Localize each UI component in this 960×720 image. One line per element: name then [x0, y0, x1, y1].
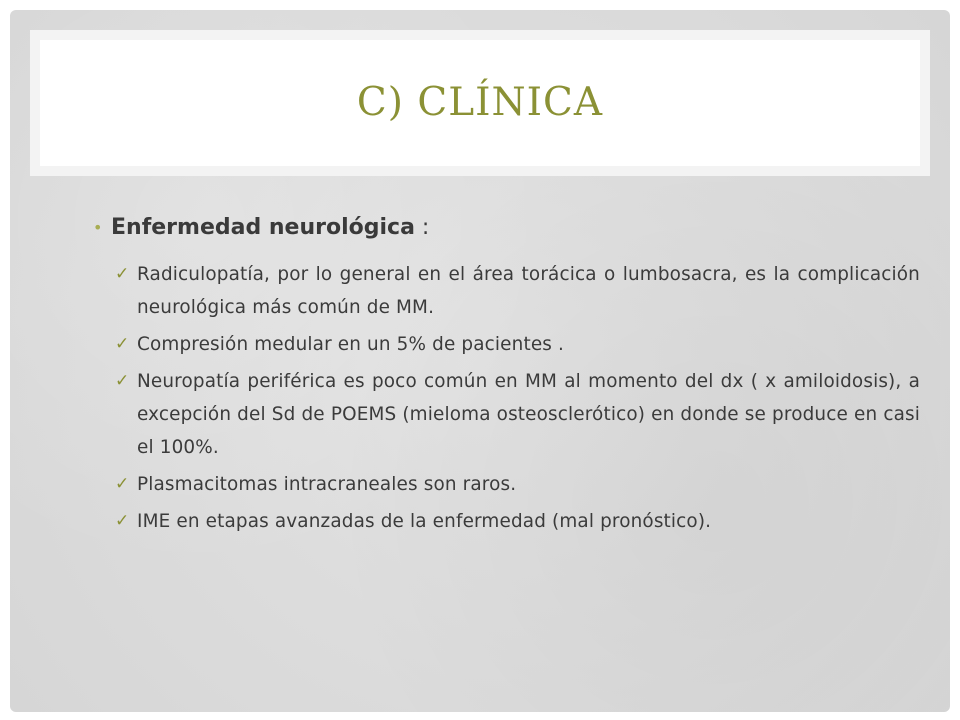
round-bullet-icon: •	[93, 218, 103, 237]
checkmark-icon: ✓	[115, 371, 130, 391]
list-item	[95, 505, 920, 538]
list-item	[95, 258, 920, 324]
title-box	[40, 40, 920, 166]
list-item-text: Radiculopatía, por lo general en el área torácica o lumbosacra, es la complicación neurológica más común de MM.	[137, 264, 920, 318]
list-item	[95, 365, 920, 464]
slide-content	[95, 212, 920, 542]
title-band	[30, 30, 930, 176]
slide	[10, 10, 950, 712]
list-item	[95, 328, 920, 361]
list-item-text: Compresión medular en un 5% de pacientes .	[137, 334, 565, 355]
bullet-heading-bold: Enfermedad neurológica	[111, 215, 415, 240]
list-item-text: Neuropatía periférica es poco común en MM al momento del dx ( x amiloidosis), a excepción del Sd de POEMS (mieloma osteosclerótico) en donde se produce en casi el 100%.	[137, 371, 920, 458]
subitem-list	[95, 258, 920, 538]
bullet-heading	[111, 212, 920, 244]
main-bullet	[95, 212, 920, 244]
bullet-heading-suffix: :	[414, 215, 430, 240]
checkmark-icon: ✓	[115, 264, 130, 284]
list-item-text: Plasmacitomas intracraneales son raros.	[137, 474, 517, 495]
list-item	[95, 468, 920, 501]
checkmark-icon: ✓	[115, 474, 130, 494]
checkmark-icon: ✓	[115, 334, 130, 354]
slide-title: C) CLÍNICA	[356, 79, 604, 125]
list-item-text: IME en etapas avanzadas de la enfermedad (mal pronóstico).	[137, 511, 712, 532]
checkmark-icon: ✓	[115, 511, 130, 531]
